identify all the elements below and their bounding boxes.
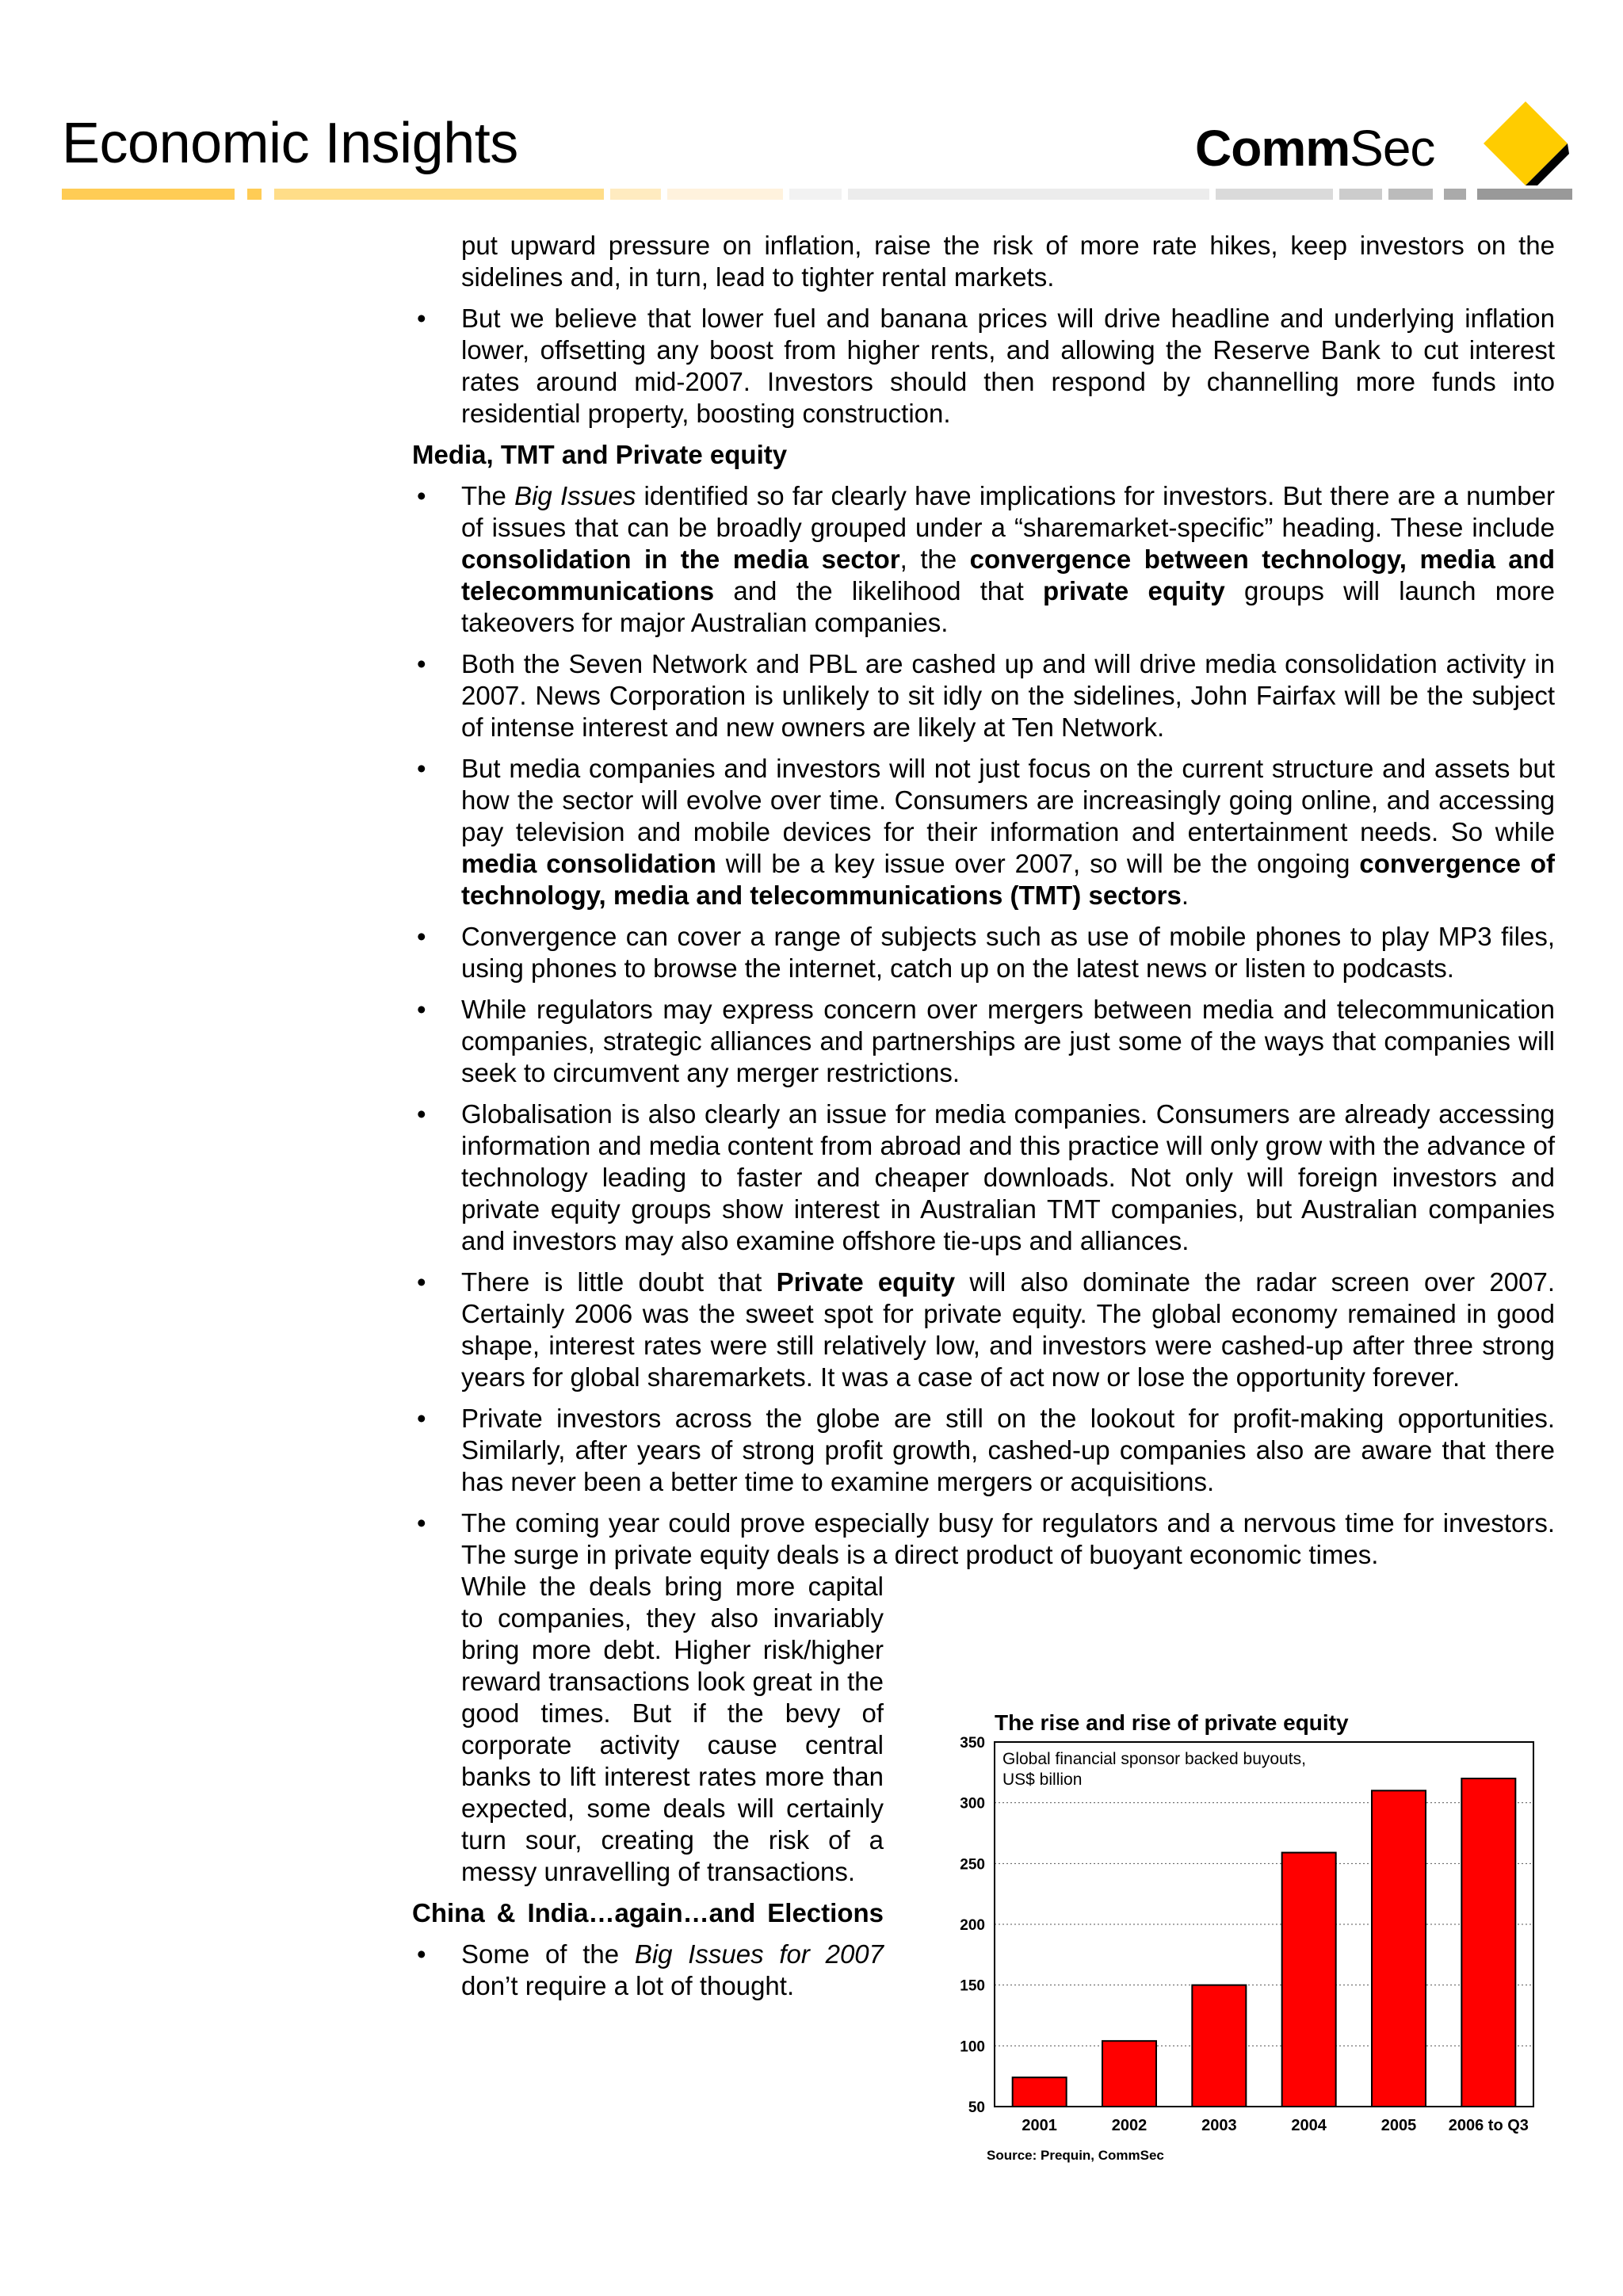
commsec-diamond-icon (1482, 100, 1569, 187)
x-tick-label: 2004 (1291, 2117, 1327, 2134)
bar-2002 (1102, 2041, 1156, 2107)
bullet-rents (412, 303, 1555, 430)
y-tick-label: 250 (960, 1856, 985, 1874)
x-tick-label: 2003 (1201, 2117, 1237, 2134)
x-tick-label: 2002 (1111, 2117, 1148, 2134)
bullet-dot-icon: • (417, 1939, 426, 1969)
bullet-private-equity (412, 1266, 1555, 1393)
bar-2001 (1013, 2077, 1067, 2107)
stripe-segment (1444, 189, 1466, 200)
bar-2005 (1372, 1790, 1426, 2107)
bullet-dot-icon: • (417, 995, 426, 1024)
chart-plot (947, 1710, 1549, 2146)
bullet-convergence (412, 921, 1555, 984)
bullet-media-evolve (412, 753, 1555, 911)
bullet-big-issues-2007 (412, 1939, 884, 2002)
chart-title: The rise and rise of private equity (995, 1710, 1349, 1735)
page-title: Economic Insights (62, 112, 518, 175)
logo-wordmark-regular: Sec (1350, 120, 1435, 177)
y-tick-label: 300 (960, 1795, 985, 1813)
bar-2006-to-q3 (1461, 1778, 1515, 2107)
bullet-dot-icon: • (417, 1267, 426, 1297)
x-tick-label: 2005 (1381, 2117, 1417, 2134)
section-heading-media: Media, TMT and Private equity (412, 440, 788, 469)
bullet-coming-year (412, 1507, 1555, 1571)
bullet-dot-icon: • (417, 754, 426, 783)
chart-subtitle-units: US$ billion (1002, 1771, 1083, 1789)
y-tick-label: 150 (960, 1977, 985, 1995)
bullet-text: Globalisation is also clearly an issue for media companies. Consumers are already accessing information and media content from abroad and this practice will only grow with the advance of technology leading to faster and cheaper downloads. Not only will foreign investors and private equity groups show interest in Australian TMT companies, but Australian companies and investors may also examine offshore tie-ups and alliances. (461, 1099, 1555, 1255)
bullet-dot-icon: • (417, 1508, 426, 1538)
stripe-segment (247, 189, 262, 200)
stripe-segment (274, 189, 604, 200)
bullet-dot-icon: • (417, 304, 426, 333)
logo-wordmark-bold: Comm (1195, 120, 1350, 177)
bullet-dot-icon: • (417, 1404, 426, 1433)
section-heading-china: China & India…again…and Elections (412, 1898, 884, 1927)
y-tick-label: 50 (968, 2099, 985, 2116)
bullet-regulators (412, 994, 1555, 1089)
commsec-logo (1195, 100, 1568, 187)
bullet-private-investors (412, 1403, 1555, 1498)
bullet-dot-icon: • (417, 481, 426, 510)
bullet-text: There is little doubt that Private equity will also dominate the radar screen over 2007. Certainly 2006 was the sweet spot for private equity. The global economy remained in good shape, interest rates were still relatively low, and investors were cashed-up after three strong years for global sharemarkets. It was a case of act now or lose the opportunity forever. (461, 1267, 1555, 1392)
y-tick-label: 350 (960, 1735, 985, 1752)
x-tick-label: 2001 (1022, 2117, 1057, 2134)
bullet-text: But we believe that lower fuel and banana prices will drive headline and underlying inflation lower, offsetting any boost from higher rents, and allowing the Reserve Bank to cut interest rates around mid-2007. Investors should then respond by channelling more funds into residential property, boosting construction. (461, 304, 1555, 428)
logo-wordmark (1195, 119, 1434, 178)
bullet-text: Both the Seven Network and PBL are cashed up and will drive media consolidation activity in 2007. News Corporation is unlikely to sit idly on the sidelines, John Fairfax will be the subject of intense interest and new owners are likely at Ten Network. (461, 649, 1555, 742)
bullet-text: Private investors across the globe are still on the lookout for profit-making opportunities. Similarly, after years of strong profit growth, cashed-up companies also are aware that there has never been a better time to examine mergers or acquisitions. (461, 1404, 1555, 1496)
bullet-text: The coming year could prove especially busy for regulators and a nervous time for investors. The surge in private equity deals is a direct product of buoyant economic times. (461, 1508, 1555, 1569)
narrow-column (412, 1571, 884, 2002)
stripe-segment (1388, 189, 1433, 200)
private-equity-chart (947, 1710, 1549, 2170)
bullet-dot-icon: • (417, 649, 426, 678)
bullet-text: But media companies and investors will not just focus on the current structure and assets but how the sector will evolve over time. Consumers are increasingly going online, and accessing pay television and mobile devices for their information and entertainment needs. So while media consolidation will be a key issue over 2007, so will be the ongoing convergence of technology, media and telecommunications (TMT) sectors. (461, 754, 1556, 910)
stripe-segment (1477, 189, 1572, 200)
stripe-segment (1339, 189, 1382, 200)
bar-2004 (1282, 1853, 1336, 2107)
bullet-text: Convergence can cover a range of subjects such as use of mobile phones to play MP3 files, using phones to browse the internet, catch up on the latest news or listen to podcasts. (461, 922, 1555, 983)
stripe-segment (667, 189, 783, 200)
stripe-segment (62, 189, 235, 200)
bullet-text: While regulators may express concern over mergers between media and telecommunication companies, strategic alliances and partnerships are just some of the ways that companies will seek to circumvent any merger restrictions. (461, 995, 1555, 1087)
stripe-segment (610, 189, 661, 200)
chart-subtitle: Global financial sponsor backed buyouts, (1002, 1750, 1306, 1768)
bar-2003 (1192, 1985, 1246, 2107)
bullet-dot-icon: • (417, 922, 426, 951)
bullet-globalisation (412, 1098, 1555, 1257)
stripe-segment (789, 189, 842, 200)
y-tick-label: 100 (960, 2038, 985, 2056)
intro-paragraph: put upward pressure on inflation, raise the risk of more rate hikes, keep investors on the sidelines and, in turn, lead to tighter rental markets. (461, 231, 1555, 292)
bullet-coming-year-continued: While the deals bring more capital to companies, they also invariably bring more debt. Higher risk/higher reward transactions look great in the good times. But if the bevy of corporate activity cause central banks to lift interest rates more than expected, some deals will certainly turn sour, creating the risk of a messy unravelling of transactions. (461, 1572, 884, 1886)
chart-source: Source: Prequin, CommSec (987, 2148, 1164, 2163)
stripe-segment (1216, 189, 1333, 200)
x-tick-label: 2006 to Q3 (1448, 2117, 1529, 2134)
bullet-text: The Big Issues identified so far clearly have implications for investors. But there are a number of issues that can be broadly grouped under a “sharemarket-specific” heading. These include consolidation in the media sector, the convergence between technology, media and telecommunications and the likelihood that private equity groups will launch more takeovers for major Australian companies. (461, 481, 1555, 637)
bullet-big-issues (412, 480, 1555, 639)
stripe-segment (848, 189, 1209, 200)
y-tick-label: 200 (960, 1917, 985, 1934)
bullet-seven-pbl (412, 648, 1555, 743)
bullet-dot-icon: • (417, 1099, 426, 1129)
bullet-text: Some of the Big Issues for 2007 don’t require a lot of thought. (461, 1939, 884, 2000)
